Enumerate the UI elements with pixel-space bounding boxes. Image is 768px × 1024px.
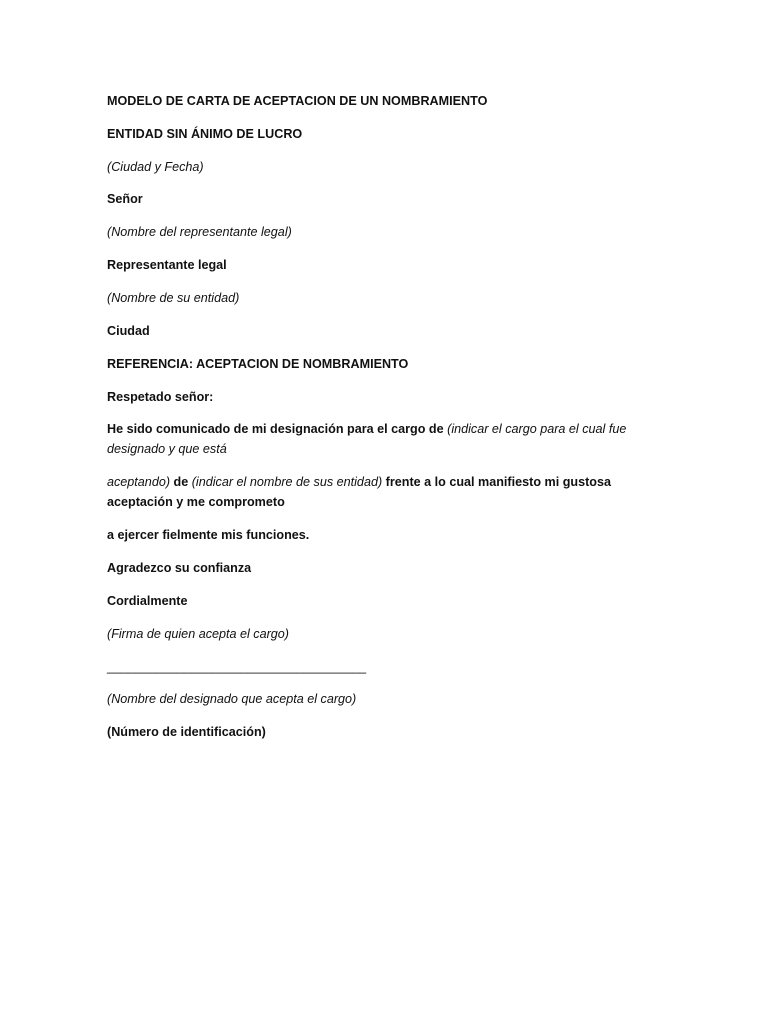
paragraph-1-text: He sido comunicado de mi designación para el cargo de bbox=[107, 422, 448, 436]
signature-hint: (Firma de quien acepta el cargo) bbox=[107, 627, 290, 641]
document-title: MODELO DE CARTA DE ACEPTACION DE UN NOMBRAMIENTO bbox=[107, 94, 488, 108]
closing-line: Cordialmente bbox=[107, 594, 188, 608]
representative-name-placeholder: (Nombre del representante legal) bbox=[107, 225, 292, 239]
paragraph-2-text-b: frente a lo cual manifiesto mi gustosa aceptación y me comprometo bbox=[107, 475, 611, 509]
city-date-placeholder: (Ciudad y Fecha) bbox=[107, 160, 204, 174]
salutation-title: Señor bbox=[107, 192, 143, 206]
paragraph-1 bbox=[107, 419, 667, 459]
entity-name-placeholder: (Nombre de su entidad) bbox=[107, 291, 240, 305]
id-number-placeholder: (Número de identificación) bbox=[107, 725, 266, 739]
city-label: Ciudad bbox=[107, 324, 150, 338]
greeting: Respetado señor: bbox=[107, 390, 214, 404]
thanks-line: Agradezco su confianza bbox=[107, 561, 252, 575]
representative-label: Representante legal bbox=[107, 258, 227, 272]
designee-name-placeholder: (Nombre del designado que acepta el cargo) bbox=[107, 692, 357, 706]
paragraph-2 bbox=[107, 472, 667, 512]
reference-line: REFERENCIA: ACEPTACION DE NOMBRAMIENTO bbox=[107, 357, 409, 371]
paragraph-2-placeholder-b: (indicar el nombre de sus entidad) bbox=[191, 475, 383, 489]
paragraph-3: a ejercer fielmente mis funciones. bbox=[107, 528, 310, 542]
signature-line: _____________________________________ bbox=[107, 660, 367, 674]
paragraph-2-placeholder-a: aceptando) bbox=[107, 475, 171, 489]
paragraph-1-placeholder: (indicar el cargo para el cual fue designado y que está bbox=[107, 422, 627, 456]
paragraph-2-text-a: de bbox=[170, 475, 192, 489]
entity-type: ENTIDAD SIN ÁNIMO DE LUCRO bbox=[107, 127, 303, 141]
